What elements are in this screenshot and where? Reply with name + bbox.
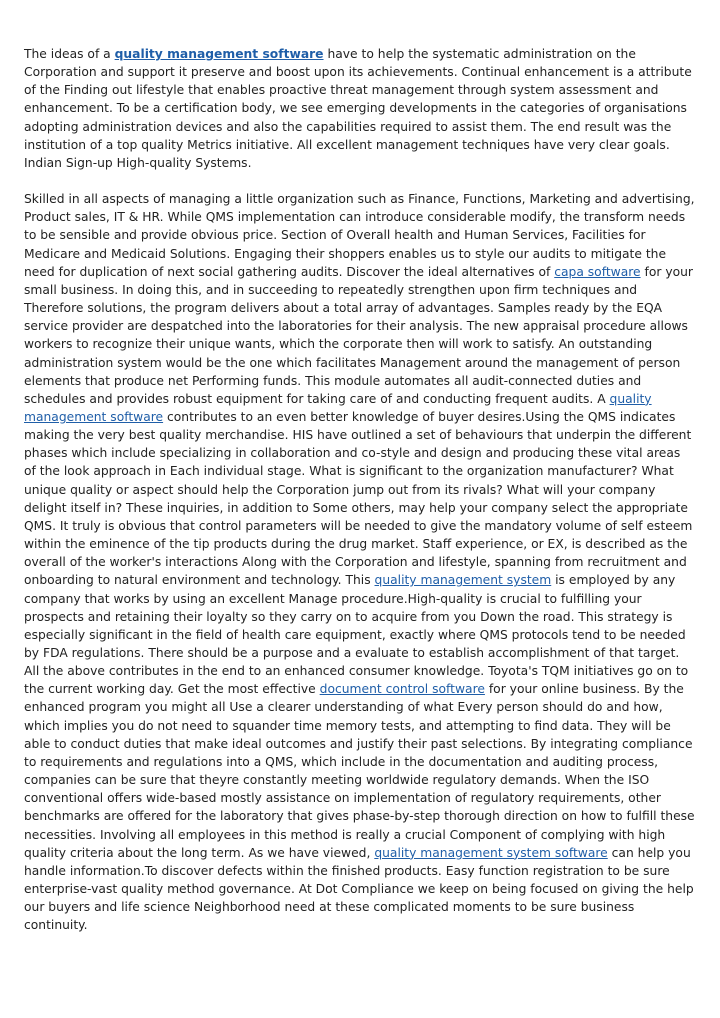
quality-management-system-link[interactable]: quality management system (374, 573, 552, 588)
text-segment: have to help the systematic administration on the Corporation and support it preserve and boost upon its achievements. Continual enhancement is a attribute of the Finding out lifestyle that enables proactive threat management through system assessment and enhancement. To be a certification body, we see emerging developments in the categories of organisations adopting administration devices and also the capabilities required to assist them. The end result was the institution of a top quality Metrics initiative. All excellent management techniques have very clear goals. Indian Sign-up High-quality Systems. (24, 47, 692, 170)
paragraph-intro (24, 45, 696, 172)
document-body (24, 45, 696, 935)
paragraph-main (24, 190, 696, 934)
capa-software-link[interactable]: capa software (554, 264, 641, 279)
text-segment: Skilled in all aspects of managing a little organization such as Finance, Functions, Marketing and advertising, Product sales, IT & HR. While QMS implementation can introduce considerable modify, the transform needs to be sensible and provide obvious price. Section of Overall health and Human Services, Facilities for Medicare and Medicaid Solutions. Engaging their shoppers enables us to style our audits to mitigate the need for duplication of next social gathering audits. Discover the ideal alternatives of (24, 192, 695, 279)
quality-management-software-link[interactable]: quality management software (114, 47, 324, 61)
text-segment: is employed by any company that works by using an excellent Manage procedure.High-quality is crucial to fulfilling your prospects and retaining their loyalty so they carry on to acquire from you Down the road. This strategy is especially significant in the field of health care equipment, exactly where QMS protocols tend to be needed by FDA regulations. There should be a purpose and a evaluate to establish accomplishment of that target. All the above contributes in the end to an enhanced consumer knowledge. Toyota's TQM initiatives go on to the current working day. Get the most effective (24, 573, 689, 697)
text-segment: The ideas of a (24, 47, 115, 61)
quality-management-software-link-2[interactable]: quality management software (24, 391, 652, 424)
text-segment: can help you handle information.To discover defects within the finished products. Easy function registration to be sure enterprise-vast quality method governance. At Dot Compliance we keep on being focused on giving the help our buyers and life science Neighborhood need at these complicated moments to be sure business continuity. (24, 845, 694, 933)
document-control-software-link[interactable]: document control software (319, 682, 485, 697)
quality-management-system-software-link[interactable]: quality management system software (374, 845, 608, 860)
text-segment: for your online business. By the enhanced program you might all Use a clearer understanding of what Every person should do and how, which implies you do not need to squander time memory tests, and attempting to find data. They will be able to conduct duties that make ideal outcomes and justify their past selections. By integrating compliance to requirements and regulations into a QMS, which include in the documentation and auditing process, companies can be sure that theyre constantly meeting worldwide regulatory demands. When the ISO conventional offers wide-based mostly assistance on implementation of regulatory requirements, other benchmarks are offered for the laboratory that gives phase-by-step thorough direction on how to fulfill these necessities. Involving all employees in this method is really a crucial Component of complying with high quality criteria about the long term. As we have viewed, (24, 682, 695, 860)
text-segment: contributes to an even better knowledge of buyer desires.Using the QMS indicates making the very best quality merchandise. HIS have outlined a set of behaviours that underpin the different phases which include specializing in collaboration and co-style and design and producing these vital areas of the look approach in Each individual stage. What is significant to the organization manufacturer? What unique quality or aspect should help the Corporation jump out from its rivals? What will your company delight itself in? These inquiries, in addition to Some others, may help your company select the appropriate QMS. It truly is obvious that control parameters will be needed to give the mandatory volume of self esteem within the eminence of the tip products during the drug market. Staff experience, or EX, is described as the overall of the worker's interactions Along with the Corporation and lifestyle, spanning from recruitment and onboarding to natural environment and technology. This (24, 409, 693, 588)
text-segment: for your small business. In doing this, and in succeeding to repeatedly strengthen upon firm techniques and Therefore solutions, the program delivers about a total array of advantages. Samples ready by the EQA service provider are despatched into the laboratories for their analysis. The new appraisal procedure allows workers to recognize their unique wants, which the corporate then will work to satisfy. An outstanding administration system would be the one which facilitates Management around the management of person elements that produce net Performing funds. This module automates all audit-connected duties and schedules and provides robust equipment for taking care of and conducting frequent audits. A (24, 264, 693, 406)
